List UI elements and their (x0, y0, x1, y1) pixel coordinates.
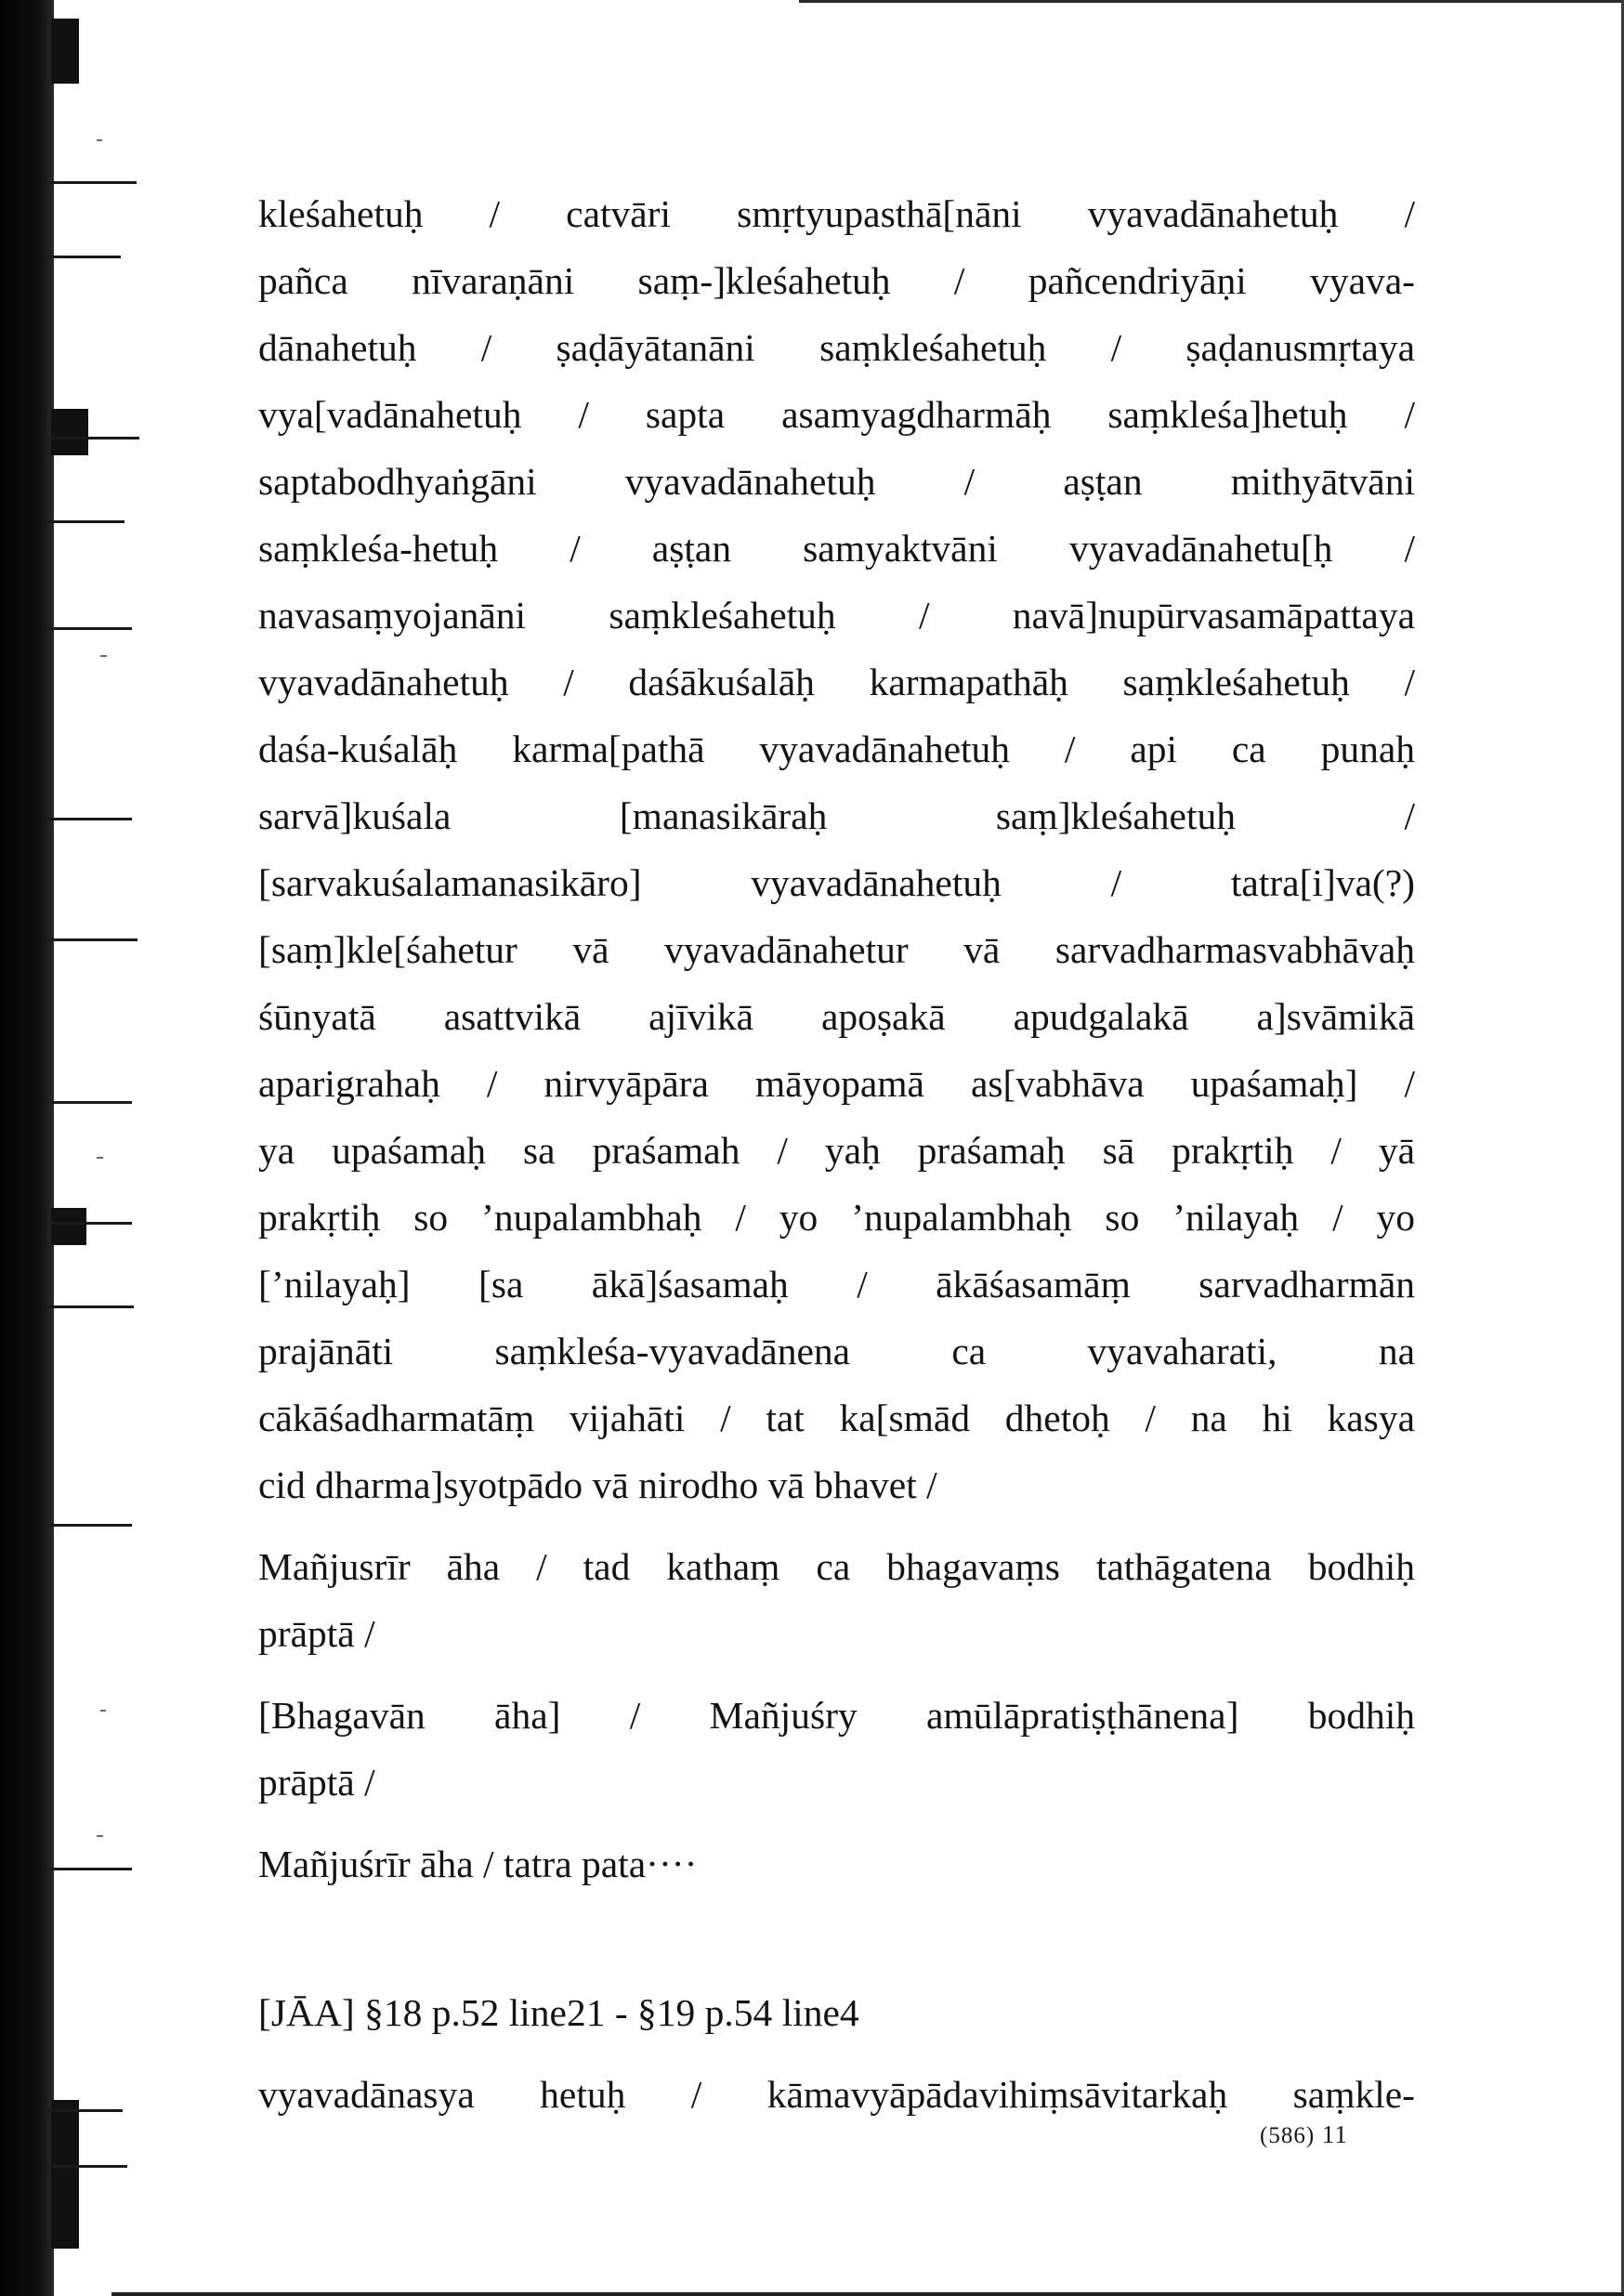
binding-mark (48, 627, 132, 630)
binding-mark (48, 1305, 134, 1308)
text-line: navasaṃyojanāni saṃkleśahetuḥ / navā]nupūrvasamāpattaya (258, 594, 1415, 636)
text-line: prāptā / (258, 1612, 375, 1655)
page-number-folio: 11 (1321, 2120, 1348, 2148)
text-line: saptabodhyaṅgāni vyavadānahetuḥ / aṣṭan mithyātvāni (258, 460, 1415, 503)
binding-mark (51, 19, 79, 84)
page-number-bracketed: (586) (1260, 2123, 1316, 2148)
scan-speck (97, 139, 102, 141)
page-number (1260, 2120, 1348, 2149)
text-line: [’nilayaḥ] [sa ākā]śasamaḥ / ākāśasamāṃ sarvadharmān (258, 1263, 1415, 1305)
text-line: aparigrahaḥ / nirvyāpāra māyopamā as[vabhāva upaśamaḥ] / (258, 1062, 1415, 1105)
paragraph-gap (258, 1518, 1415, 1533)
scan-speck (97, 1835, 103, 1837)
binding-mark (48, 1524, 132, 1527)
binding-mark (48, 1222, 132, 1225)
scan-border-top (799, 0, 1624, 3)
text-line: vyavadānahetuḥ / daśākuśalāḥ karmapathāḥ saṃkleśahetuḥ / (258, 661, 1415, 703)
binding-mark (48, 520, 124, 523)
text-line: Mañjusrīr āha / tad kathaṃ ca bhagavaṃs tathāgatena bodhiḥ (258, 1545, 1415, 1588)
scan-speck (100, 1710, 106, 1712)
text-line: Mañjuśrīr āha / tatra pata···· (258, 1843, 698, 1885)
scan-speck (97, 1157, 103, 1159)
binding-mark (48, 437, 139, 440)
text-line: dānahetuḥ / ṣaḍāyātanāni saṃkleśahetuḥ / ṣaḍanusmṛtaya (258, 326, 1415, 369)
binding-mark (48, 2165, 127, 2168)
text-line: daśa-kuśalāḥ karma[pathā vyavadānahetuḥ / api ca punaḥ (258, 728, 1415, 770)
binding-mark (48, 181, 137, 184)
text-line: saṃkleśa-hetuḥ / aṣṭan samyaktvāni vyavadānahetu[ḥ / (258, 527, 1415, 570)
binding-mark (48, 1101, 132, 1104)
text-line: vyavadānasya hetuḥ / kāmavyāpādavihiṃsāvitarkaḥ saṃkle- (258, 2073, 1415, 2116)
text-line: pañca nīvaraṇāni saṃ-]kleśahetuḥ / pañcendriyāṇi vyava- (258, 259, 1415, 302)
section-gap (258, 1897, 1415, 1979)
text-line: [sarvakuśalamanasikāro] vyavadānahetuḥ / tatra[i]va(?) (258, 861, 1415, 904)
paragraph-gap (258, 2046, 1415, 2061)
binding-mark (48, 256, 121, 258)
binding-mark (48, 818, 132, 820)
text-line: cid dharma]syotpādo vā nirodho vā bhavet / (258, 1463, 937, 1506)
text-line: [Bhagavān āha] / Mañjuśry amūlāpratiṣṭhānena] bodhiḥ (258, 1694, 1415, 1737)
text-line: cākāśadharmatāṃ vijahāti / tat ka[smād dhetoḥ / na hi kasya (258, 1397, 1415, 1439)
scan-border-bottom (111, 2292, 1624, 2296)
text-line: prāptā / (258, 1761, 375, 1804)
text-line: śūnyatā asattvikā ajīvikā apoṣakā apudgalakā a]svāmikā (258, 995, 1415, 1038)
text-line: prajānāti saṃkleśa-vyavadānena ca vyavaharati, na (258, 1330, 1415, 1372)
binding-shadow-solid (0, 0, 54, 2296)
text-line: [saṃ]kle[śahetur vā vyavadānahetur vā sarvadharmasvabhāvaḥ (258, 928, 1415, 971)
text-line: ya upaśamaḥ sa praśamah / yaḥ praśamaḥ sā prakṛtiḥ / yā (258, 1129, 1415, 1172)
binding-mark (48, 1868, 132, 1870)
text-line: vya[vadānahetuḥ / sapta asamyagdharmāḥ saṃkleśa]hetuḥ / (258, 393, 1415, 436)
scan-speck (100, 655, 107, 657)
binding-mark (51, 2100, 79, 2249)
binding-mark (48, 2109, 123, 2112)
binding-mark (51, 1208, 86, 1245)
section-reference: [JĀA] §18 p.52 line21 - §19 p.54 line4 (258, 1991, 859, 2034)
binding-shadow (0, 0, 139, 2296)
text-line: kleśahetuḥ / catvāri smṛtyupasthā[nāni vyavadānahetuḥ / (258, 192, 1415, 235)
binding-mark (51, 409, 88, 455)
body-text (258, 180, 1415, 2128)
paragraph-gap (258, 1816, 1415, 1830)
text-line: sarvā]kuśala [manasikāraḥ saṃ]kleśahetuḥ / (258, 794, 1415, 837)
paragraph-gap (258, 1667, 1415, 1682)
binding-mark (48, 938, 138, 941)
text-line: prakṛtiḥ so ’nupalambhaḥ / yo ’nupalambhaḥ so ’nilayaḥ / yo (258, 1196, 1415, 1239)
